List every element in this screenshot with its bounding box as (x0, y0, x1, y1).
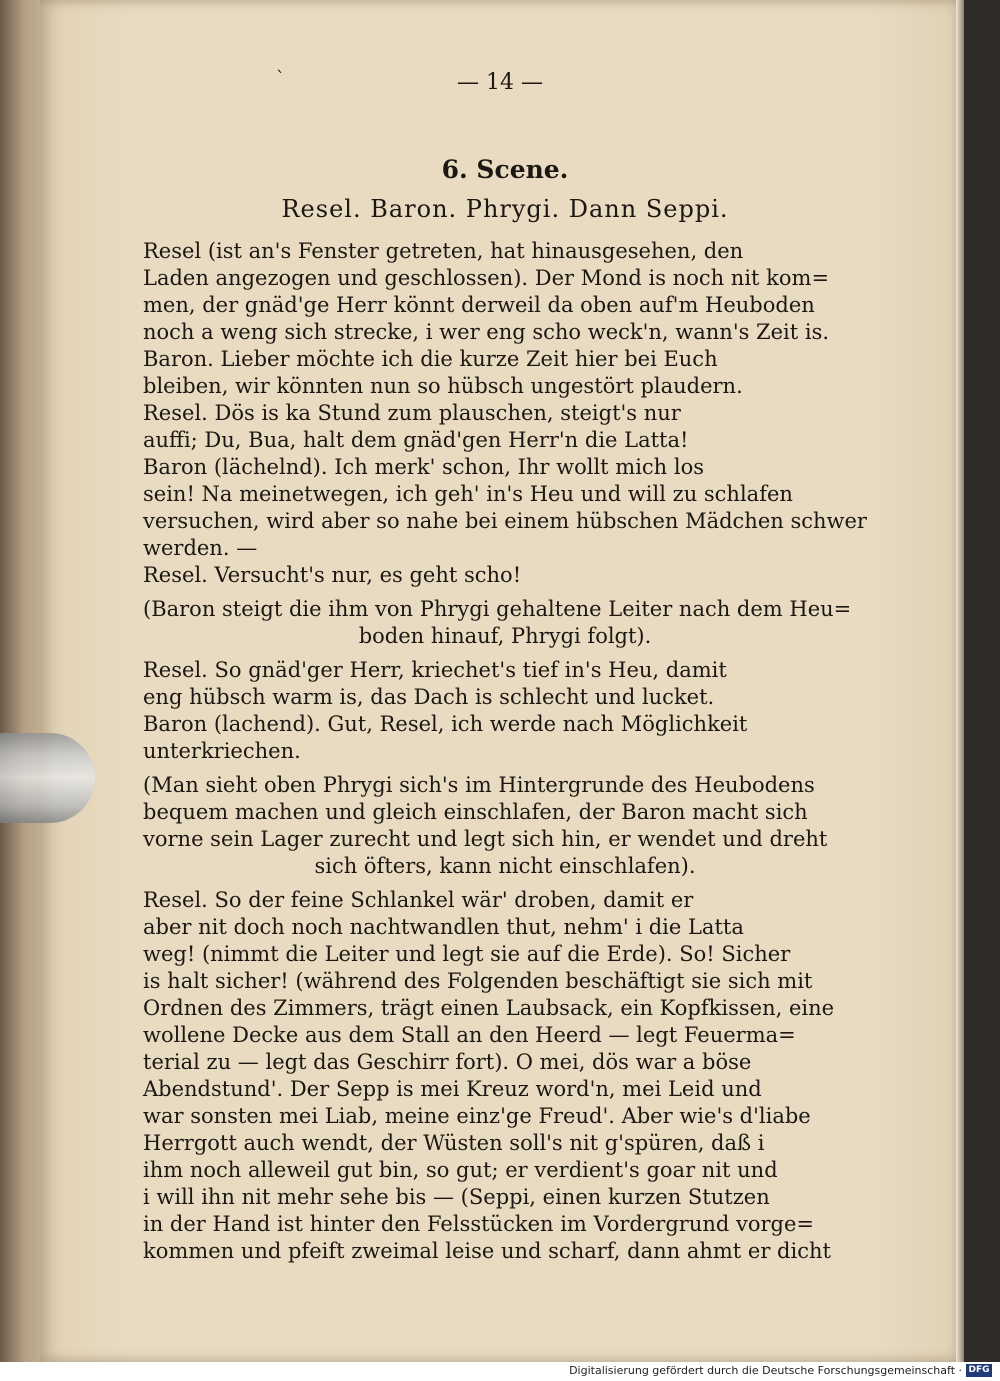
text-line: weg! (nimmt die Leiter und legt sie auf die Erde). So! Sicher (143, 942, 791, 966)
text-line: war sonsten mei Liab, meine einz'ge Freud'. Aber wie's d'liabe (143, 1104, 811, 1128)
text-line: wollene Decke aus dem Stall an den Heerd — legt Feuerma= (143, 1023, 796, 1047)
text-line: Resel. So der feine Schlankel wär' droben, damit er (143, 888, 694, 912)
cast-list: Resel. Baron. Phrygi. Dann Seppi. (281, 195, 729, 223)
text-line: Baron (lächelnd). Ich merk' schon, Ihr wollt mich los (143, 455, 705, 479)
text-line: Herrgott auch wendt, der Wüsten soll's nit g'spüren, daß i (143, 1131, 765, 1155)
text-line: Ordnen des Zimmers, trägt einen Laubsack, ein Kopfkissen, eine (143, 996, 835, 1020)
page-mark: ` (276, 68, 285, 89)
text-line: Resel (ist an's Fenster getreten, hat hinausgesehen, den (143, 239, 744, 263)
dfg-logo-icon: DFG (966, 1364, 992, 1377)
stage-direction: sich öfters, kann nicht einschlafen). (314, 854, 696, 878)
text-line: terial zu — legt das Geschirr fort). O mei, dös war a böse (143, 1050, 752, 1074)
text-line: versuchen, wird aber so nahe bei einem hübschen Mädchen schwer (143, 509, 867, 533)
text-line: Resel. Dös is ka Stund zum plauschen, steigt's nur (143, 401, 681, 425)
stage-direction: (Man sieht oben Phrygi sich's im Hintergrunde des Heubodens (143, 773, 815, 797)
text-line: kommen und pfeift zweimal leise und scharf, dann ahmt er dicht (143, 1239, 831, 1263)
text-line: sein! Na meinetwegen, ich geh' in's Heu und will zu schlafen (143, 482, 793, 506)
scan-background (964, 0, 1000, 1362)
text-line: aber nit doch noch nachtwandlen thut, nehm' i die Latta (143, 915, 744, 939)
stage-direction: vorne sein Lager zurecht und legt sich hin, er wendet und dreht (143, 827, 828, 851)
text-line: Resel. So gnäd'ger Herr, kriechet's tief in's Heu, damit (143, 658, 727, 682)
text-line: Abendstund'. Der Sepp is mei Kreuz word'n, mei Leid und (143, 1077, 762, 1101)
scene-heading: 6. Scene. (441, 155, 569, 184)
text-line: Resel. Versucht's nur, es geht scho! (143, 563, 522, 587)
text-line: noch a weng sich strecke, i wer eng scho weck'n, wann's Zeit is. (143, 320, 830, 344)
text-line: eng hübsch warm is, das Dach is schlecht und lucket. (143, 685, 715, 709)
text-line: auffi; Du, Bua, halt dem gnäd'gen Herr'n die Latta! (143, 428, 689, 452)
dfg-credit: Digitalisierung gefördert durch die Deutsche Forschungsgemeinschaft · (569, 1364, 962, 1377)
text-line: ihm noch alleweil gut bin, so gut; er verdient's goar nit und (143, 1158, 778, 1182)
text-line: werden. — (143, 536, 258, 560)
stage-direction: boden hinauf, Phrygi folgt). (358, 624, 652, 648)
bookmark-clip (0, 733, 95, 823)
text-line: Laden angezogen und geschlossen). Der Mond is noch nit kom= (143, 266, 830, 290)
text-line: i will ihn nit mehr sehe bis — (Seppi, einen kurzen Stutzen (143, 1185, 770, 1209)
text-line: is halt sicher! (während des Folgenden beschäftigt sie sich mit (143, 969, 813, 993)
text-line: bleiben, wir könnten nun so hübsch ungestört plaudern. (143, 374, 743, 398)
page-edge (956, 0, 964, 1362)
stage-direction: (Baron steigt die ihm von Phrygi gehaltene Leiter nach dem Heu= (143, 597, 852, 621)
page-number: — 14 — (457, 70, 543, 95)
text-line: Baron. Lieber möchte ich die kurze Zeit hier bei Euch (143, 347, 718, 371)
text-line: men, der gnäd'ge Herr könnt derweil da oben auf'm Heuboden (143, 293, 815, 317)
text-line: unterkriechen. (143, 739, 301, 763)
stage-direction: bequem machen und gleich einschlafen, der Baron macht sich (143, 800, 808, 824)
text-line: Baron (lachend). Gut, Resel, ich werde nach Möglichkeit (143, 712, 748, 736)
text-line: in der Hand ist hinter den Felsstücken im Vordergrund vorge= (143, 1212, 814, 1236)
